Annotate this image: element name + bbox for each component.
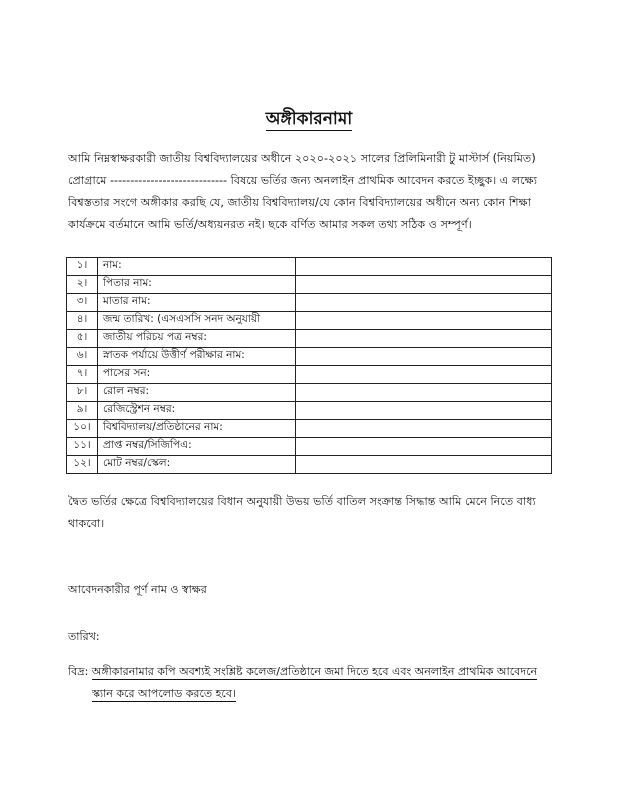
row-number: ১১।	[67, 438, 98, 456]
row-number: ২।	[67, 276, 98, 294]
row-number: ৬।	[67, 348, 98, 366]
row-value-cell[interactable]	[296, 348, 552, 366]
row-label: রেজিস্ট্রেশন নম্বর:	[98, 402, 296, 420]
row-number: ৫।	[67, 330, 98, 348]
date-label: তারিখ:	[68, 630, 100, 643]
table-row	[67, 258, 552, 276]
signature-label: আবেদনকারীর পূর্ণ নাম ও স্বাক্ষর	[68, 583, 207, 596]
footnote	[68, 661, 558, 705]
row-label: মোট নম্বর/স্কেল:	[98, 456, 296, 474]
row-value-cell[interactable]	[296, 312, 552, 330]
intro-paragraph	[68, 148, 552, 236]
document-title	[0, 106, 618, 134]
document-title-text: অঙ্গীকারনামা	[265, 109, 353, 129]
row-label: নাম:	[98, 258, 296, 276]
row-number: ১।	[67, 258, 98, 276]
row-label: স্নাতক পর্যায়ে উত্তীর্ণ পরীক্ষার নাম:	[98, 348, 296, 366]
row-number: ৪।	[67, 312, 98, 330]
rule-line: দ্বৈত ভর্তির ক্ষেত্রে বিশ্ববিদ্যালয়ের বিধান অনুযায়ী উভয় ভর্তি বাতিল সংক্রান্ত সিদ্ধান্ত আমি মেনে নিতে বাধ্য	[68, 495, 536, 508]
row-number: ১০।	[67, 420, 98, 438]
footnote-text: অঙ্গীকারনামার কপি অবশ্যই সংশ্লিষ্ট কলেজ/প্রতিষ্ঠানে জমা দিতে হবে এবং অনলাইন প্রাথমিক আবেদনে	[91, 665, 538, 678]
intro-line: প্রোগ্রামে ----------------------------- বিষয়ে ভর্তির জন্য অনলাইন প্রাথমিক আবেদন করতে ইচ্ছুক। এ লক্ষ্যে	[68, 174, 537, 187]
table-row	[67, 312, 552, 330]
row-value-cell[interactable]	[296, 258, 552, 276]
row-value-cell[interactable]	[296, 456, 552, 474]
row-number: ৭।	[67, 366, 98, 384]
table-row	[67, 330, 552, 348]
row-label: জন্ম তারিখ: (এসএসসি সনদ অনুযায়ী	[98, 312, 296, 330]
table-row	[67, 438, 552, 456]
row-label: জাতীয় পরিচয় পত্র নম্বর:	[98, 330, 296, 348]
row-label: রোল নম্বর:	[98, 384, 296, 402]
table-row	[67, 384, 552, 402]
row-value-cell[interactable]	[296, 438, 552, 456]
row-label: বিশ্ববিদ্যালয়/প্রতিষ্ঠানের নাম:	[98, 420, 296, 438]
applicant-info-table	[66, 257, 552, 474]
table-row	[67, 366, 552, 384]
intro-line: কার্যক্রমে বর্তমানে আমি ভর্তি/অধ্যয়নরত নই। ছকে বর্ণিত আমার সকল তথ্য সঠিক ও সম্পূর্ণ।	[68, 218, 472, 231]
table-row	[67, 402, 552, 420]
row-value-cell[interactable]	[296, 384, 552, 402]
row-label: মাতার নাম:	[98, 294, 296, 312]
row-number: ৮।	[67, 384, 98, 402]
row-number: ৩।	[67, 294, 98, 312]
row-value-cell[interactable]	[296, 294, 552, 312]
footnote-text: স্ক্যান করে আপলোড করতে হবে।	[92, 687, 236, 700]
row-value-cell[interactable]	[296, 366, 552, 384]
table-row	[67, 276, 552, 294]
row-number: ১২।	[67, 456, 98, 474]
table-row	[67, 348, 552, 366]
row-label: পিতার নাম:	[98, 276, 296, 294]
row-value-cell[interactable]	[296, 402, 552, 420]
table-row	[67, 420, 552, 438]
dual-admission-rule	[68, 491, 552, 535]
intro-line: বিশ্বস্ততার সংগে অঙ্গীকার করছি যে, জাতীয় বিশ্ববিদ্যালয়/যে কোন বিশ্ববিদ্যালয়ের অধীনে অন্য কোন শিক্ষা	[68, 196, 531, 209]
row-label: প্রাপ্ত নম্বর/সিজিপিএ:	[98, 438, 296, 456]
row-number: ৯।	[67, 402, 98, 420]
intro-line: আমি নিম্নস্বাক্ষরকারী জাতীয় বিশ্ববিদ্যালয়ের অধীনে ২০২০-২০২১ সালের প্রিলিমিনারী টু মাস্টার্স (নিয়মিত)	[68, 152, 536, 165]
row-value-cell[interactable]	[296, 420, 552, 438]
rule-line: থাকবো।	[68, 517, 105, 530]
row-label: পাসের সন:	[98, 366, 296, 384]
footnote-line	[68, 661, 558, 683]
row-value-cell[interactable]	[296, 276, 552, 294]
footnote-line	[68, 683, 558, 705]
table-row	[67, 456, 552, 474]
table-row	[67, 294, 552, 312]
footnote-prefix: বিদ্র:	[68, 665, 89, 678]
row-value-cell[interactable]	[296, 330, 552, 348]
